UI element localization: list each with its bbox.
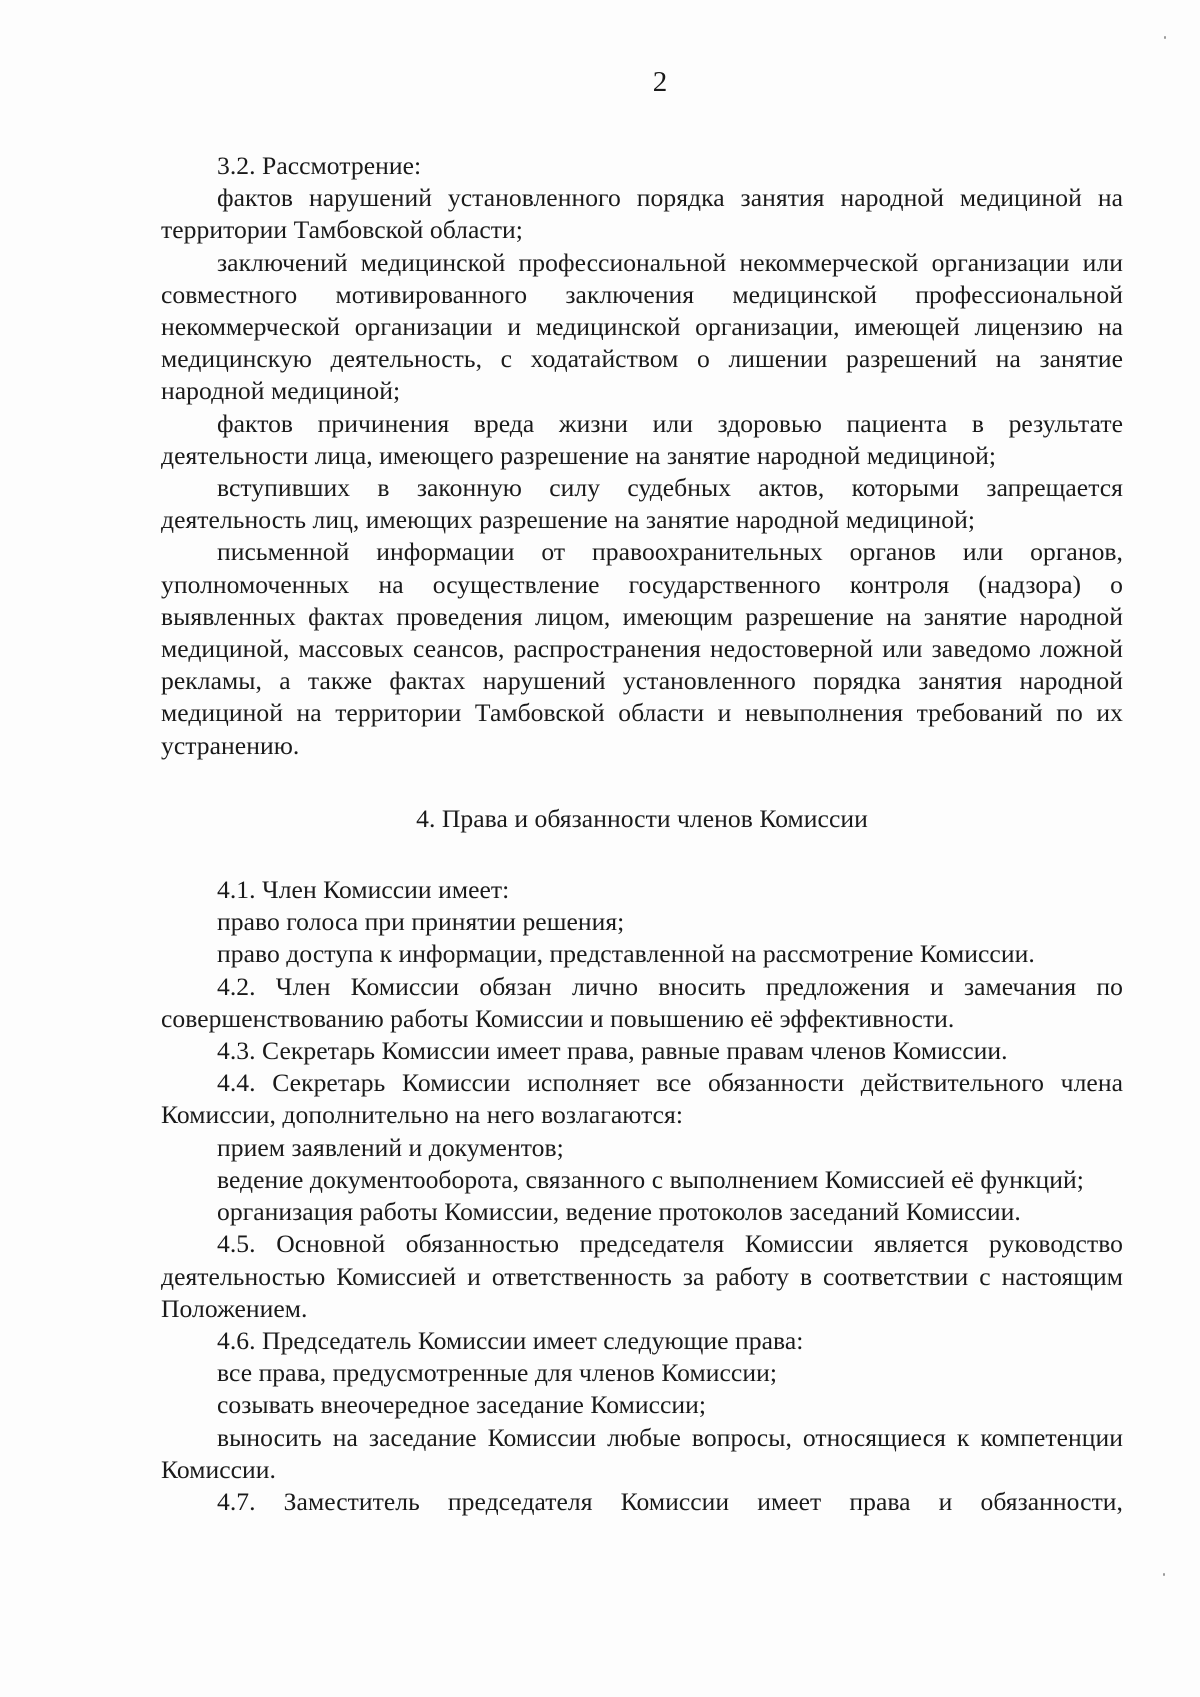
paragraph: созывать внеочередное заседание Комиссии; xyxy=(217,1390,707,1420)
paragraph: право доступа к информации, представленной на рассмотрение Комиссии. xyxy=(217,939,1035,969)
paragraph: 4.3. Секретарь Комиссии имеет права, равные правам членов Комиссии. xyxy=(217,1036,1008,1066)
document-body xyxy=(161,150,1123,1518)
paragraph: 4.2. Член Комиссии обязан лично вносить предложения и замечания по совершенствованию работы Комиссии и повышению её эффективности. xyxy=(161,971,1123,1033)
paragraph: 4.6. Председатель Комиссии имеет следующие права: xyxy=(217,1325,804,1355)
paragraph: письменной информации от правоохранительных органов или органов, уполномоченных на осуществление государственного контроля (надзора) о выявленных фактах проведения лицом, имеющим разрешение на занятие народной медициной, массовых сеансов, распространения недостоверной или заведомо ложной рекламы, а также фактах нарушений установленного порядка занятия народной медициной на территории Тамбовской области и невыполнения требований по их устранению. xyxy=(161,537,1123,760)
paragraph: 4.1. Член Комиссии имеет: xyxy=(217,875,510,905)
paragraph: право голоса при принятии решения; xyxy=(217,907,625,937)
scan-speck xyxy=(1163,1573,1165,1576)
paragraph: 3.2. Рассмотрение: xyxy=(217,151,422,180)
section-heading: 4. Права и обязанности членов Комиссии xyxy=(416,803,868,833)
paragraph: 4.5. Основной обязанностью председателя Комиссии является руководство деятельностью Комиссией и ответственность за работу в соответствии с настоящим Положением. xyxy=(161,1229,1123,1323)
paragraph: все права, предусмотренные для членов Комиссии; xyxy=(217,1358,777,1388)
paragraph: 4.4. Секретарь Комиссии исполняет все обязанности действительного члена Комиссии, дополнительно на него возлагаются: xyxy=(161,1068,1123,1130)
paragraph: выносить на заседание Комиссии любые вопросы, относящиеся к компетенции Комиссии. xyxy=(161,1422,1123,1484)
paragraph: вступивших в законную силу судебных актов, которыми запрещается деятельность лиц, имеющих разрешение на занятие народной медициной; xyxy=(161,473,1123,535)
page-number: 2 xyxy=(652,66,668,98)
paragraph: прием заявлений и документов; xyxy=(217,1132,564,1162)
paragraph: организация работы Комиссии, ведение протоколов заседаний Комиссии. xyxy=(217,1197,1021,1227)
scan-speck xyxy=(1164,36,1166,39)
paragraph: фактов нарушений установленного порядка занятия народной медициной на территории Тамбовской области; xyxy=(161,183,1123,245)
paragraph: заключений медицинской профессиональной некоммерческой организации или совместного мотивированного заключения медицинской профессиональной некоммерческой организации и медицинской организации, имеющей лицензию на медицинскую деятельность, с ходатайством о лишении разрешений на занятие народной медициной; xyxy=(161,247,1123,406)
paragraph: фактов причинения вреда жизни или здоровью пациента в результате деятельности лица, имеющего разрешение на занятие народной медициной; xyxy=(161,408,1123,470)
paragraph: ведение документооборота, связанного с выполнением Комиссией её функций; xyxy=(217,1164,1084,1194)
paragraph: 4.7. Заместитель председателя Комиссии имеет права и обязанности, xyxy=(217,1486,1123,1516)
